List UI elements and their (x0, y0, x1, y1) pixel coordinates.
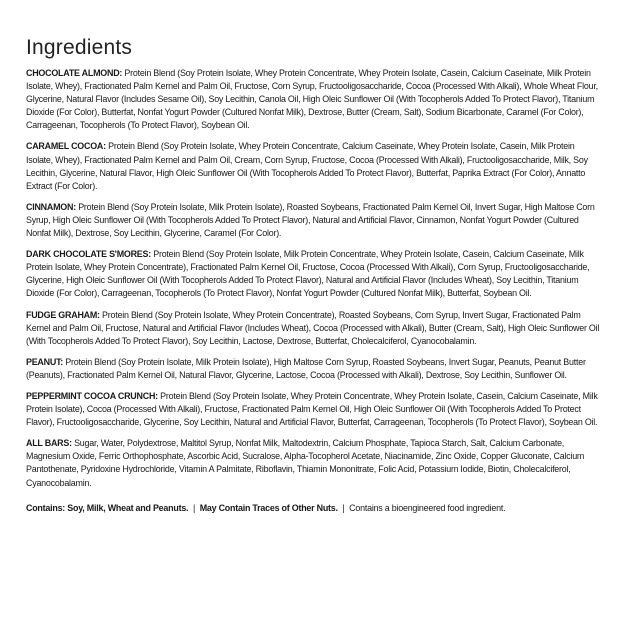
entry-text: Protein Blend (Soy Protein Isolate, Whey Protein Concentrate), Roasted Soybeans, Corn Syrup, Invert Sugar, Fractionated Palm Kernel and Palm Oil, Fructose, Natural and Artificial Flavor (Includes Wheat), Cocoa (Processed with Alkali), Butter (Cream, Salt), High Oleic Sunflower Oil (With Tocopherols Added To Protect Flavor), Soy Lecithin, Lactose, Dextrose, Butterfat, Cholecalciferol, Cyanocobalamin. (26, 309, 600, 347)
entry-label: PEANUT: (26, 356, 64, 368)
entry-text: Protein Blend (Soy Protein Isolate, Whey Protein Concentrate, Whey Protein Isolate, Casein, Calcium Caseinate, Milk Protein Isolate, Whey), Fractionated Palm Kernel and Palm Oil, Fructose, Corn Syrup, Fructooligosaccharide, Cocoa (Processed With Alkali), Whole Wheat Flour, Glycerine, Natural Flavor (Includes Sesame Oil), Soy Lecithin, Canola Oil, High Oleic Sunflower Oil (With Tocopherols Added To Protect Flavor), Titanium Dioxide (For Color), Butterfat, Nonfat Yogurt Powder (Cultured Nonfat Milk), Dextrose, Butter (Cream, Salt), Sodium Bicarbonate, Caramel (For Color), Carrageenan, Tocopherols (To Protect Flavor), Soybean Oil. (26, 68, 598, 132)
ingredient-entry-all-bars (26, 437, 602, 489)
ingredients-panel (26, 36, 602, 515)
ingredient-entry-dark-chocolate-smores (26, 248, 602, 300)
ingredient-entry-chocolate-almond (26, 67, 602, 132)
separator: | (342, 502, 345, 514)
entry-text: Protein Blend (Soy Protein Isolate, Milk Protein Isolate), Roasted Soybeans, Fractionated Palm Kernel Oil, Invert Sugar, High Maltose Corn Syrup, High Oleic Sunflower Oil (With Tocopherols Added To Protect Flavor), Natural and Artificial Flavor, Cinnamon, Nonfat Yogurt Powder (Cultured Nonfat Milk), Dextrose, Soy Lecithin, Glycerine, Caramel (For Color). (26, 201, 595, 240)
entry-label: FUDGE GRAHAM: (26, 309, 100, 321)
ingredient-entry-cinnamon (26, 201, 602, 240)
entry-label: CHOCOLATE ALMOND: (26, 68, 123, 79)
entry-text: Protein Blend (Soy Protein Isolate, Milk Protein Concentrate, Whey Protein Isolate, Casein, Calcium Caseinate, Milk Protein Isolate, Whey Protein Concentrate), Fractionated Palm Kernel Oil, Fructose, Cocoa (Processed With Alkali), Corn Syrup, Fructooligosaccharide, Glycerine, High Oleic Sunflower Oil (With Tocopherols Added To Protect Flavor), Natural and Artificial Flavor (Includes Wheat), Soy Lecithin, Titanium Dioxide (For Color), Carrageenan, Tocopherols (To Protect Flavor), Nonfat Yogurt Powder (Cultured Nonfat Milk), Butterfat, Soybean Oil. (26, 249, 590, 300)
page-title: Ingredients (26, 36, 133, 59)
may-contain-traces: May Contain Traces of Other Nuts. (199, 502, 338, 514)
separator: | (192, 502, 196, 514)
entry-label: PEPPERMINT COCOA CRUNCH: (26, 390, 158, 402)
bioengineered-notice: Contains a bioengineered food ingredient. (349, 502, 506, 514)
entry-label: ALL BARS: (26, 438, 72, 450)
entry-text: Protein Blend (Soy Protein Isolate, Whey Protein Concentrate, Calcium Caseinate, Whey Protein Isolate, Casein, Milk Protein Isolate, Whey), Fractionated Palm Kernel and Palm Oil, Cream, Corn Syrup, Fructose, Cocoa (Processed With Alkali), Fructooligosaccharide, Milk, Soy Lecithin, Glycerine, Natural Flavor, High Oleic Sunflower Oil (With Tocopherols Added To Protect Flavor), Butterfat, Paprika Extract (For Color), Annatto Extract (For Color). (26, 141, 588, 192)
ingredient-entry-peppermint-cocoa-crunch (26, 390, 602, 429)
entry-label: CINNAMON: (26, 201, 76, 213)
ingredient-entry-fudge-graham (26, 309, 602, 348)
entry-label: DARK CHOCOLATE S'MORES: (26, 249, 151, 261)
contains-allergens: Contains: Soy, Milk, Wheat and Peanuts. (26, 502, 189, 514)
entry-label: CARAMEL COCOA: (26, 141, 106, 153)
allergen-statement (26, 502, 602, 515)
entry-text: Protein Blend (Soy Protein Isolate, Milk Protein Isolate), High Maltose Corn Syrup, Roasted Soybeans, Invert Sugar, Peanuts, Peanut Butter (Peanuts), Fractionated Palm Kernel Oil, Natural Flavor, Glycerine, Lactose, Cocoa (Processed with Alkali), Dextrose, Soy Lecithin, Sunflower Oil. (26, 356, 586, 381)
ingredient-entry-peanut (26, 356, 602, 382)
ingredient-entry-caramel-cocoa (26, 140, 602, 192)
entry-text: Sugar, Water, Polydextrose, Maltitol Syrup, Nonfat Milk, Maltodextrin, Calcium Phosphate, Tapioca Starch, Salt, Calcium Carbonate, Magnesium Oxide, Ferric Orthophosphate, Ascorbic Acid, Sucralose, Alpha-Tocopherol Acetate, Niacinamide, Zinc Oxide, Copper Gluconate, Calcium Pantothenate, Pyridoxine Hydrochloride, Vitamin A Palmitate, Riboflavin, Thiamin Mononitrate, Folic Acid, Potassium Iodide, Biotin, Cholecalciferol, Cyanocobalamin. (26, 438, 585, 489)
entry-text: Protein Blend (Soy Protein Isolate, Whey Protein Concentrate, Whey Protein Isolate, Casein, Calcium Caseinate, Milk Protein Isolate), Cocoa (Processed With Alkali), Fructose, Fractionated Palm Kernel Oil, High Oleic Sunflower Oil (With Tocopherols Added To Protect Flavor), Fructooligosaccharide, Glycerine, Soy Lecithin, Natural and Artificial Flavor, Butterfat, Carrageenan, Tocopherols (To Protect Flavor), Soybean Oil. (26, 390, 598, 429)
